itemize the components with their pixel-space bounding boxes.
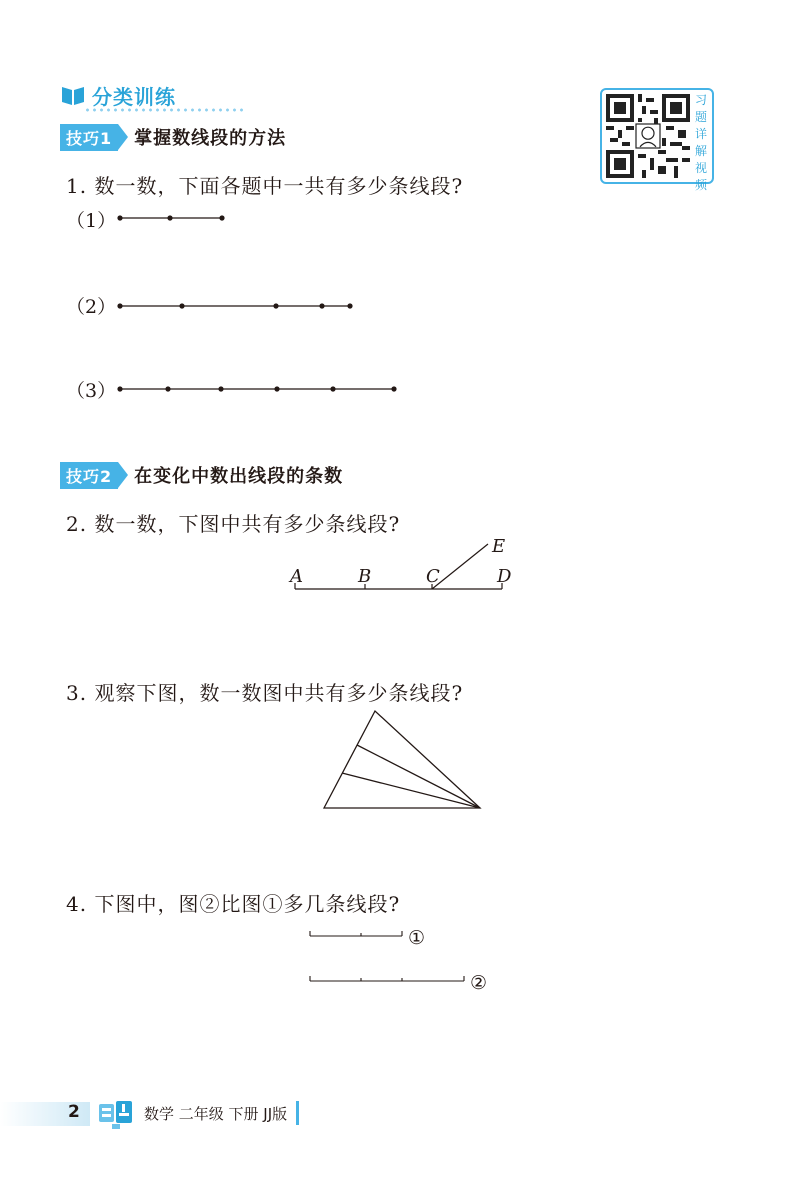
q1-prompt: 1. 数一数，下面各题中一共有多少条线段?	[66, 174, 464, 198]
q2-figure	[280, 530, 520, 600]
label-d: D	[497, 566, 512, 587]
q3-prompt: 3. 观察下图，数一数图中共有多少条线段?	[66, 681, 464, 705]
label-e: E	[492, 536, 506, 557]
label-a: A	[290, 566, 303, 587]
q4-figure-2	[300, 968, 500, 998]
q1-part2-label: （2）	[66, 296, 117, 318]
tip2-header	[60, 462, 343, 488]
heading-underline	[84, 108, 244, 112]
tip2-badge: 技巧2	[60, 462, 118, 489]
tip2-title: 在变化中数出线段的条数	[134, 466, 344, 487]
qr-code[interactable]	[606, 94, 690, 178]
q4-prompt: 4. 下图中，图②比图①多几条线段?	[66, 892, 401, 916]
open-book-icon	[60, 84, 86, 106]
page-number: 2	[68, 1102, 80, 1122]
figure-2-label: ②	[470, 972, 488, 994]
qr-caption: 习题详解视频	[694, 93, 707, 192]
tip1-badge: 技巧1	[60, 124, 118, 151]
q1-part2-figure	[110, 296, 370, 316]
figure-1-label: ①	[408, 927, 426, 949]
q1-part1-label: （1）	[66, 210, 117, 232]
q1-part3-label: （3）	[66, 380, 117, 402]
publisher-logo-icon	[98, 1098, 134, 1130]
q1-part1-figure	[110, 208, 240, 228]
q1-part3-figure	[110, 379, 410, 399]
book-title: 数学 二年级 下册 JJ版	[144, 1105, 288, 1123]
tip1-title: 掌握数线段的方法	[134, 128, 287, 149]
label-b: B	[358, 566, 372, 587]
footer-divider	[296, 1101, 299, 1125]
section-heading-text: 分类训练	[92, 84, 176, 109]
section-heading	[60, 80, 176, 110]
tip1-header	[60, 124, 286, 150]
q2-prompt: 2. 数一数，下图中共有多少条线段?	[66, 512, 401, 536]
q3-triangle-figure	[315, 705, 490, 815]
label-c: C	[426, 566, 440, 587]
q4-figure-1	[300, 924, 500, 954]
qr-code-panel[interactable]	[600, 88, 714, 192]
page-footer	[0, 1098, 800, 1130]
